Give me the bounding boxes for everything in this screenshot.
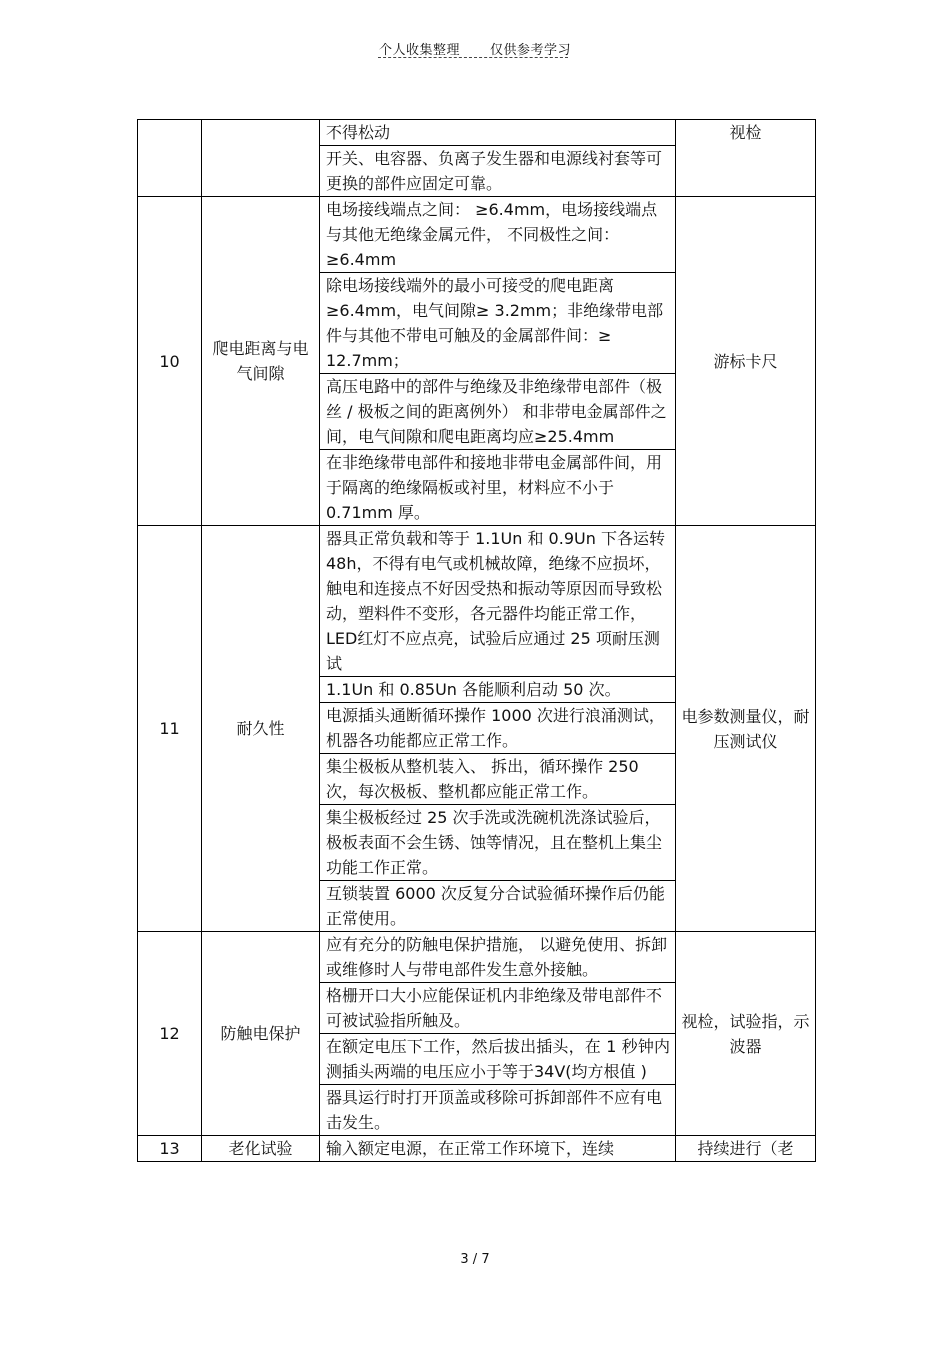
header-rule bbox=[378, 57, 568, 58]
item-number-cell: 10 bbox=[138, 197, 202, 526]
requirement-cell: 1.1Un 和 0.85Un 各能顺利启动 50 次。 bbox=[320, 677, 676, 703]
requirement-cell: 不得松动 bbox=[320, 120, 676, 146]
inspection-table bbox=[137, 119, 816, 1162]
requirement-cell: 开关、电容器、负离子发生器和电源线衬套等可更换的部件应固定可靠。 bbox=[320, 146, 676, 197]
item-number-cell: 12 bbox=[138, 932, 202, 1136]
page-number: 3 / 7 bbox=[460, 1252, 490, 1267]
requirement-cell: 在额定电压下工作，然后拔出插头，在 1 秒钟内测插头两端的电压应小于等于34V(均方根值 ) bbox=[320, 1034, 676, 1085]
item-name-cell: 爬电距离与电气间隙 bbox=[202, 197, 320, 526]
item-number-cell: 11 bbox=[138, 526, 202, 932]
requirement-cell: 高压电路中的部件与绝缘及非绝缘带电部件（极丝 / 极板之间的距离例外） 和非带电金属部件之间，电气间隙和爬电距离均应≥25.4mm bbox=[320, 374, 676, 450]
table-row bbox=[138, 197, 816, 273]
requirement-cell: 器具正常负载和等于 1.1Un 和 0.9Un 下各运转 48h，不得有电气或机械故障，绝缘不应损坏，触电和连接点不好因受热和振动等原因而导致松动，塑料件不变形，各元器件均能正常工作， LED红灯不应点亮，试验后应通过 25 项耐压测试 bbox=[320, 526, 676, 677]
requirement-cell: 器具运行时打开顶盖或移除可拆卸部件不应有电击发生。 bbox=[320, 1085, 676, 1136]
table-row bbox=[138, 526, 816, 677]
requirement-cell: 输入额定电源，在正常工作环境下，连续 bbox=[320, 1136, 676, 1162]
item-name-cell bbox=[202, 120, 320, 197]
tool-cell: 视检 bbox=[676, 120, 816, 197]
requirement-cell: 格栅开口大小应能保证机内非绝缘及带电部件不可被试验指所触及。 bbox=[320, 983, 676, 1034]
table-row bbox=[138, 932, 816, 983]
item-name-cell: 耐久性 bbox=[202, 526, 320, 932]
requirement-cell: 集尘极板经过 25 次手洗或洗碗机洗涤试验后，极板表面不会生锈、蚀等情况，且在整机上集尘功能工作正常。 bbox=[320, 805, 676, 881]
requirement-cell: 互锁装置 6000 次反复分合试验循环操作后仍能正常使用。 bbox=[320, 881, 676, 932]
table-row bbox=[138, 120, 816, 146]
item-number-cell bbox=[138, 120, 202, 197]
item-number-cell: 13 bbox=[138, 1136, 202, 1162]
requirement-cell: 除电场接线端外的最小可接受的爬电距离≥6.4mm，电气间隙≥ 3.2mm；非绝缘带电部件与其他不带电可触及的金属部件间：≥ 12.7mm； bbox=[320, 273, 676, 374]
page-header bbox=[0, 39, 950, 58]
table-row bbox=[138, 1136, 816, 1162]
tool-cell: 视检，试验指，示波器 bbox=[676, 932, 816, 1136]
header-left-text: 个人收集整理 bbox=[378, 43, 460, 58]
requirement-cell: 应有充分的防触电保护措施， 以避免使用、拆卸或维修时人与带电部件发生意外接触。 bbox=[320, 932, 676, 983]
requirement-cell: 电源插头通断循环操作 1000 次进行浪涌测试，机器各功能都应正常工作。 bbox=[320, 703, 676, 754]
requirement-cell: 集尘极板从整机装入、 拆出，循环操作 250 次，每次极板、整机都应能正常工作。 bbox=[320, 754, 676, 805]
header-right-text: 仅供参考学习 bbox=[490, 43, 572, 58]
tool-cell: 电参数测量仪，耐压测试仪 bbox=[676, 526, 816, 932]
tool-cell: 持续进行（老 bbox=[676, 1136, 816, 1162]
requirement-cell: 在非绝缘带电部件和接地非带电金属部件间，用于隔离的绝缘隔板或衬里，材料应不小于 0.71mm 厚。 bbox=[320, 450, 676, 526]
tool-cell: 游标卡尺 bbox=[676, 197, 816, 526]
item-name-cell: 老化试验 bbox=[202, 1136, 320, 1162]
requirement-cell: 电场接线端点之间： ≥6.4mm，电场接线端点与其他无绝缘金属元件， 不同极性之间：≥6.4mm bbox=[320, 197, 676, 273]
item-name-cell: 防触电保护 bbox=[202, 932, 320, 1136]
